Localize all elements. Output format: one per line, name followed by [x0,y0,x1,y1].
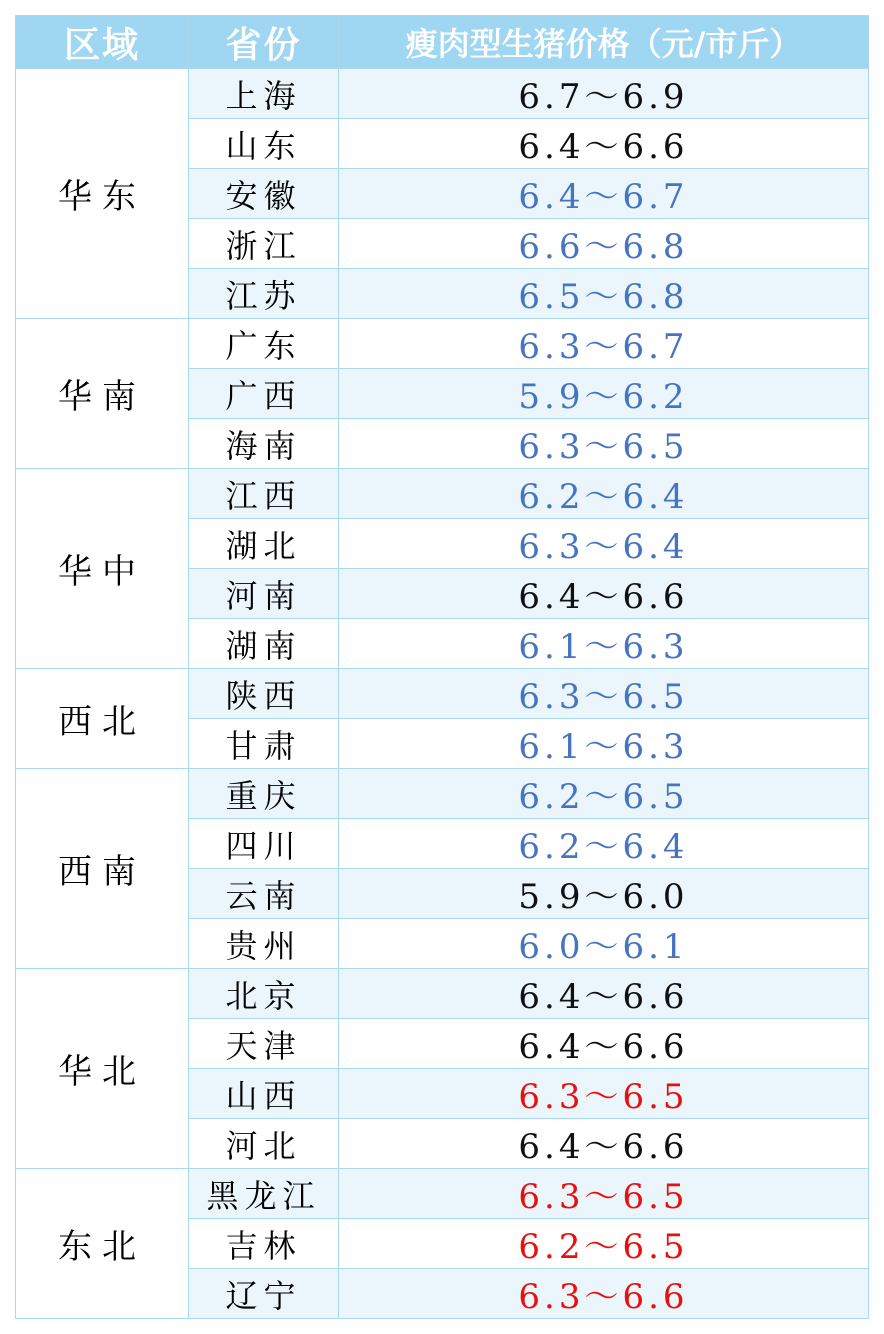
price-cell: 6.2～6.4 [339,819,869,869]
price-cell: 6.2～6.5 [339,1219,869,1269]
price-cell: 6.4～6.7 [339,169,869,219]
province-cell: 贵州 [189,919,339,969]
table-row [16,319,869,369]
province-cell: 北京 [189,969,339,1019]
price-cell: 6.1～6.3 [339,719,869,769]
region-cell: 华东 [16,69,189,319]
header-row [16,16,869,69]
province-cell: 江西 [189,469,339,519]
price-cell: 6.4～6.6 [339,119,869,169]
table-row [16,969,869,1019]
price-cell: 6.3～6.5 [339,1069,869,1119]
price-cell: 6.6～6.8 [339,219,869,269]
table-row [16,669,869,719]
province-cell: 广东 [189,319,339,369]
header-price: 瘦肉型生猪价格（元/市斤） [339,16,869,69]
table-row [16,769,869,819]
province-cell: 浙江 [189,219,339,269]
province-cell: 云南 [189,869,339,919]
header-region: 区域 [16,16,189,69]
region-cell: 西北 [16,669,189,769]
price-cell: 5.9～6.2 [339,369,869,419]
price-cell: 6.1～6.3 [339,619,869,669]
province-cell: 甘肃 [189,719,339,769]
price-cell: 6.3～6.7 [339,319,869,369]
province-cell: 四川 [189,819,339,869]
price-cell: 6.3～6.4 [339,519,869,569]
province-cell: 湖北 [189,519,339,569]
price-cell: 6.3～6.6 [339,1269,869,1319]
price-cell: 6.5～6.8 [339,269,869,319]
price-cell: 6.2～6.4 [339,469,869,519]
province-cell: 上海 [189,69,339,119]
price-cell: 6.4～6.6 [339,569,869,619]
table-row [16,469,869,519]
price-cell: 6.4～6.6 [339,969,869,1019]
province-cell: 山东 [189,119,339,169]
region-cell: 华中 [16,469,189,669]
province-cell: 吉林 [189,1219,339,1269]
province-cell: 河南 [189,569,339,619]
province-cell: 黑龙江 [189,1169,339,1219]
province-cell: 海南 [189,419,339,469]
price-cell: 6.2～6.5 [339,769,869,819]
price-cell: 6.0～6.1 [339,919,869,969]
province-cell: 安徽 [189,169,339,219]
province-cell: 天津 [189,1019,339,1069]
table-row [16,1169,869,1219]
price-cell: 6.4～6.6 [339,1019,869,1069]
header-province: 省份 [189,16,339,69]
table-body [16,69,869,1319]
province-cell: 广西 [189,369,339,419]
province-cell: 重庆 [189,769,339,819]
price-cell: 6.7～6.9 [339,69,869,119]
province-cell: 河北 [189,1119,339,1169]
price-cell: 6.4～6.6 [339,1119,869,1169]
region-cell: 西南 [16,769,189,969]
province-cell: 山西 [189,1069,339,1119]
region-cell: 东北 [16,1169,189,1319]
price-table [15,15,869,1319]
region-cell: 华北 [16,969,189,1169]
price-cell: 6.3～6.5 [339,419,869,469]
province-cell: 辽宁 [189,1269,339,1319]
region-cell: 华南 [16,319,189,469]
province-cell: 陕西 [189,669,339,719]
table-row [16,69,869,119]
price-cell: 6.3～6.5 [339,669,869,719]
province-cell: 湖南 [189,619,339,669]
price-cell: 6.3～6.5 [339,1169,869,1219]
price-cell: 5.9～6.0 [339,869,869,919]
province-cell: 江苏 [189,269,339,319]
